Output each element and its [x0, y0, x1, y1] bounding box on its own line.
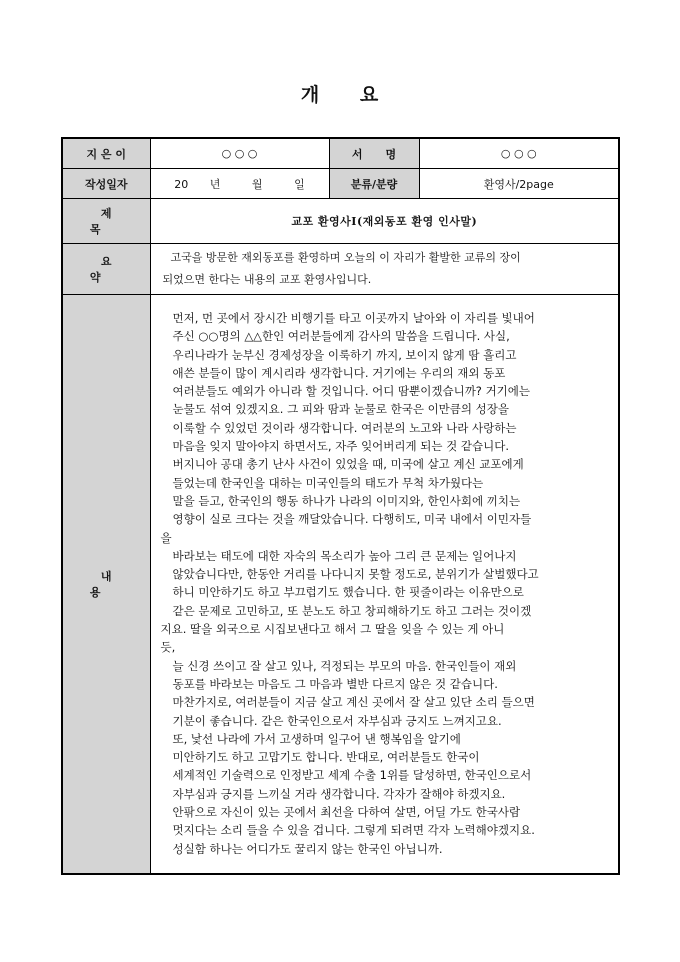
content-line: 을 [160, 530, 172, 545]
content-line: 우리나라가 눈부신 경제성장을 이룩하기 까지, 보이지 않게 땀 흘리고 [172, 347, 517, 362]
content-line: 않았습니다만, 한동안 거리를 나다니지 못할 정도로, 분위기가 살벌했다고 [172, 567, 539, 582]
date-row [62, 169, 619, 199]
content-line: 여러분들도 예외가 아니라 할 것입니다. 어디 땀뿐이겠습니까? 거기에는 [172, 384, 531, 399]
document-title [0, 80, 680, 107]
content-line: 성실함 하나는 어디가도 꿀리지 않는 한국인 아닙니까. [172, 841, 443, 856]
content-line: 동포를 바라보는 마음도 그 마음과 별반 다르지 않은 것 같습니다. [172, 676, 498, 691]
author-label: 지 은 이 [62, 138, 150, 169]
content-row [62, 295, 619, 875]
author-row [62, 138, 619, 169]
content-line: 지요. 딸을 외국으로 시집보낸다고 해서 그 딸을 잊을 수 있는 게 아니 [160, 622, 505, 637]
subject-value: 교포 환영사Ⅰ(재외동포 환영 인사말) [150, 199, 619, 244]
content-line: 같은 문제로 고민하고, 또 분노도 하고 창피해하기도 하고 그러는 것이겠 [172, 603, 532, 618]
author-value: ○ ○ ○ [150, 138, 329, 169]
date-year: 20 [174, 177, 189, 191]
content-line: 안팎으로 자신이 있는 곳에서 최선을 다하여 살면, 어딜 가도 한국사람 [172, 805, 521, 820]
content-line: 미안하기도 하고 고맙기도 합니다. 반대로, 여러분들도 한국이 [172, 750, 480, 765]
summary-form-table [61, 137, 620, 875]
content-body [161, 309, 611, 858]
content-line: 하니 미안하기도 하고 부끄럽기도 했습니다. 한 핏줄이라는 이유만으로 [172, 585, 524, 600]
book-title-value: ○ ○ ○ [419, 138, 619, 169]
category-label: 분류/분량 [329, 169, 419, 199]
content-line: 듯, [160, 640, 176, 655]
content-line: 멋지다는 소리 들을 수 있을 겁니다. 그렇게 되려면 각자 노력해야겠지요. [172, 823, 535, 838]
content-line: 눈물도 섞여 있겠지요. 그 피와 땀과 눈물로 한국은 이만큼의 성장을 [172, 402, 509, 417]
content-line: 또, 낯선 나라에 가서 고생하며 일구어 낸 행복임을 알기에 [172, 731, 461, 746]
date-label: 작성일자 [62, 169, 150, 199]
content-line: 바라보는 태도에 대한 자숙의 목소리가 높아 그리 큰 문제는 일어나지 [172, 548, 517, 563]
date-day-unit: 일 [294, 177, 305, 191]
content-line: 자부심과 긍지를 느끼실 거라 생각합니다. 각자가 잘해야 하겠지요. [172, 786, 506, 801]
content-cell [150, 295, 619, 875]
title-char-1: 개 [300, 84, 321, 106]
date-year-unit: 년 [209, 177, 221, 191]
summary-text [150, 244, 619, 295]
content-line: 늘 신경 쓰이고 잘 살고 있나, 걱정되는 부모의 마음. 한국인들이 재외 [172, 658, 517, 673]
subject-row [62, 199, 619, 244]
title-char-2: 요 [359, 84, 380, 106]
content-line: 애쓴 분들이 많이 계시리라 생각합니다. 거기에는 우리의 재외 동포 [172, 365, 506, 380]
content-line: 마음을 잊지 말아야지 하면서도, 자주 잊어버리게 되는 것 같습니다. [172, 439, 509, 454]
content-line: 마찬가지로, 여러분들이 지금 살고 계신 곳에서 잘 살고 있단 소리 들으면 [172, 695, 535, 710]
content-line: 기분이 좋습니다. 같은 한국인으로서 자부심과 긍지도 느껴지고요. [172, 713, 502, 728]
date-month-unit: 월 [251, 177, 263, 191]
content-label: 내 용 [62, 295, 150, 875]
subject-label: 제 목 [62, 199, 150, 244]
date-value [150, 169, 329, 199]
content-line: 영향이 실로 크다는 것을 깨달았습니다. 다행히도, 미국 내에서 이민자들 [172, 512, 532, 527]
content-line: 들었는데 한국인을 대하는 미국인들의 태도가 무척 차가웠다는 [172, 475, 484, 490]
content-line: 이룩할 수 있었던 것이라 생각합니다. 여러분의 노고와 나라 사랑하는 [172, 420, 517, 435]
summary-label: 요 약 [62, 244, 150, 295]
summary-line: 고국을 방문한 재외동포를 환영하며 오늘의 이 자리가 활발한 교류의 장이 [170, 251, 521, 264]
content-line: 주신 ○○명의 △△한인 여러분들에게 감사의 말씀을 드립니다. 사실, [172, 329, 510, 344]
category-value: 환영사/2page [419, 169, 619, 199]
content-line: 먼저, 먼 곳에서 장시간 비행기를 타고 이곳까지 날아와 이 자리를 빛내어 [172, 311, 535, 325]
book-title-label: 서 명 [329, 138, 419, 169]
content-line: 세계적인 기술력으로 인정받고 세계 수출 1위를 달성하면, 한국인으로서 [172, 768, 532, 783]
summary-line: 되었으면 한다는 내용의 교포 환영사입니다. [162, 273, 372, 286]
content-line: 말을 듣고, 한국인의 행동 하나가 나라의 이미지와, 한인사회에 끼치는 [172, 493, 521, 508]
content-line: 버지니아 공대 총기 난사 사건이 있었을 때, 미국에 살고 계신 교포에게 [172, 457, 524, 472]
summary-row [62, 244, 619, 295]
